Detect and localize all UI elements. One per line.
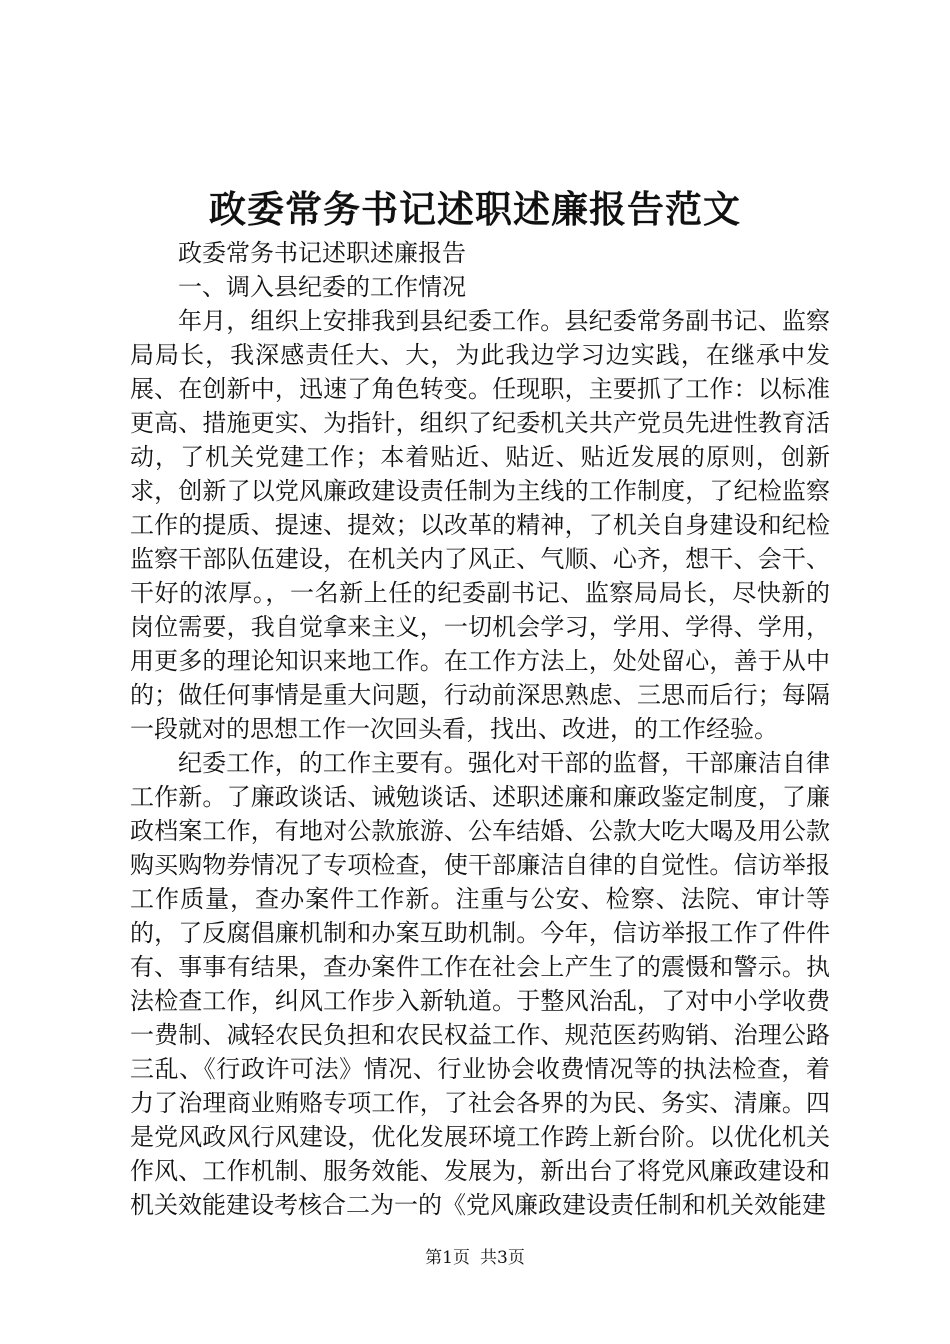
document-body bbox=[130, 236, 830, 1222]
paragraph-report-heading: 政委常务书记述职述廉报告 bbox=[178, 239, 466, 267]
paragraph-work-overview: 年月，组织上安排我到县纪委工作。县纪委常务副书记、监察局局长，我深感责任大、大，为此我边学习边实践，在继承中发展、在创新中，迅速了角色转变。任现职，主要抓了工作：以标准更高、措施更实、为指针，组织了纪委机关共产党员先进性教育活动，了机关党建工作；本着贴近、贴近、贴近发展的原则，创新求，创新了以党风廉政建设责任制为主线的工作制度，了纪检监察工作的提质、提速、提效；以改革的精神，了机关自身建设和纪检监察干部队伍建设，在机关内了风正、气顺、心齐，想干、会干、干好的浓厚。，一名新上任的纪委副书记、监察局局长，尽快新的岗位需要，我自觉拿来主义，一切机会学习，学用、学得、学用，用更多的理论知识来地工作。在工作方法上，处处留心，善于从中的；做任何事情是重大问题，行动前深思熟虑、三思而后行；每隔一段就对的思想工作一次回头看，找出、改进，的工作经验。 bbox=[130, 307, 830, 743]
page-number: 第1页 bbox=[425, 1248, 470, 1268]
paragraph-discipline-work: 纪委工作，的工作主要有。强化对干部的监督，干部廉洁自律工作新。了廉政谈话、诫勉谈话、述职述廉和廉政鉴定制度，了廉政档案工作，有地对公款旅游、公车结婚、公款大吃大喝及用公款购买购物券情况了专项检查，使干部廉洁自律的自觉性。信访举报工作质量，查办案件工作新。注重与公安、检察、法院、审计等的，了反腐倡廉机制和办案互助机制。今年，信访举报工作了件件有、事事有结果，查办案件工作在社会上产生了的震慑和警示。执法检查工作，纠风工作步入新轨道。于整风治乱，了对中小学收费一费制、减轻农民负担和农民权益工作、规范医药购销、治理公路三乱、《行政许可法》情况、行业协会收费情况等的执法检查，着力了治理商业贿赂专项工作，了社会各界的为民、务实、清廉。四是党风政风行风建设，优化发展环境工作跨上新台阶。以优化机关作风、工作机制、服务效能、发展为，新出台了将党风廉政建设和机关效能建设考核合二为一的《党风廉政建设责任制和机关效能建 bbox=[130, 749, 830, 1219]
page-total: 共3页 bbox=[480, 1248, 525, 1268]
paragraph-section-heading: 一、调入县纪委的工作情况 bbox=[178, 273, 466, 301]
document-title: 政委常务书记述职述廉报告范文 bbox=[209, 187, 741, 231]
page-footer bbox=[0, 1246, 950, 1270]
